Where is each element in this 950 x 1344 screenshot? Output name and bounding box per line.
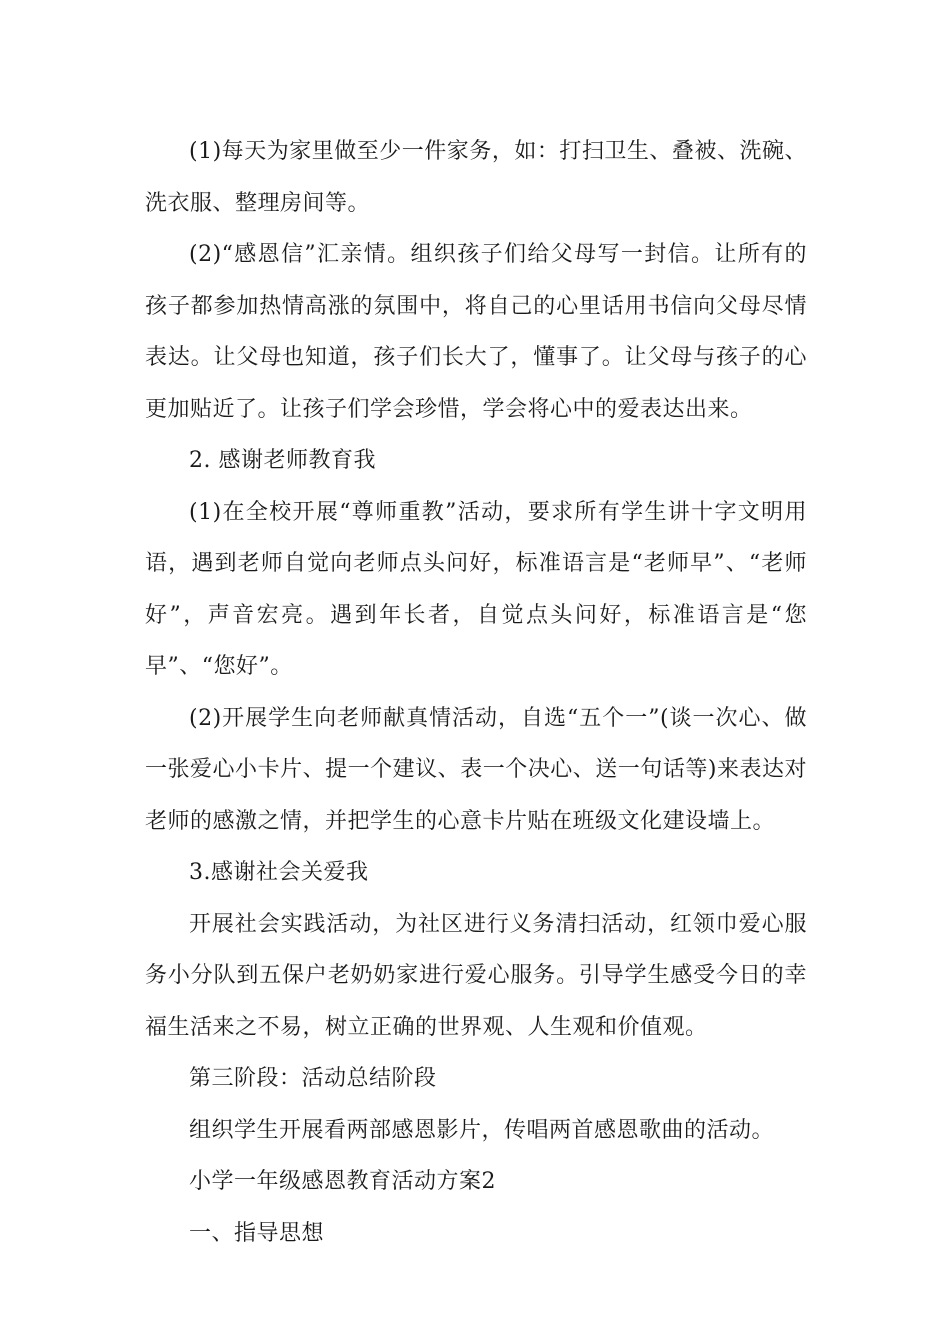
- paragraph-five-ones: (2)开展学生向老师献真情活动，自选“五个一”(谈一次心、做一张爱心小卡片、提一个建议、表一个决心、送一句话等)来表达对老师的感激之情，并把学生的心意卡片贴在班级文化建设墙上。: [145, 705, 807, 834]
- heading-stage-three: 第三阶段：活动总结阶段: [189, 1066, 437, 1091]
- document-body: [145, 126, 807, 1259]
- paragraph-gratitude-letter: (2)“感恩信”汇亲情。组织孩子们给父母写一封信。让所有的孩子都参加热情高涨的氛围中，将自己的心里话用书信向父母尽情表达。让父母也知道，孩子们长大了，懂事了。让父母与孩子的心更加贴近了。让孩子们学会珍惜，学会将心中的爱表达出来。: [145, 242, 807, 422]
- paragraph-chores: (1)每天为家里做至少一件家务，如：打扫卫生、叠被、洗碗、洗衣服、整理房间等。: [145, 139, 807, 216]
- paragraph-respect-teachers: (1)在全校开展“尊师重教”活动，要求所有学生讲十字文明用语，遇到老师自觉向老师点头问好，标准语言是“老师早”、“老师好”，声音宏亮。遇到年长者，自觉点头问好，标准语言是“您早”、“您好”。: [145, 499, 807, 679]
- paragraph-summary-activity: 组织学生开展看两部感恩影片，传唱两首感恩歌曲的活动。: [189, 1117, 775, 1143]
- heading-thank-teachers: 2. 感谢老师教育我: [189, 448, 376, 473]
- paragraph-social-practice: 开展社会实践活动，为社区进行义务清扫活动，红领巾爱心服务小分队到五保户老奶奶家进行爱心服务。引导学生感受今日的幸福生活来之不易，树立正确的世界观、人生观和价值观。: [145, 911, 807, 1040]
- heading-thank-society: 3.感谢社会关爱我: [189, 860, 369, 885]
- heading-plan-two: 小学一年级感恩教育活动方案2: [189, 1169, 496, 1194]
- heading-guiding-ideology: 一、指导思想: [189, 1220, 325, 1246]
